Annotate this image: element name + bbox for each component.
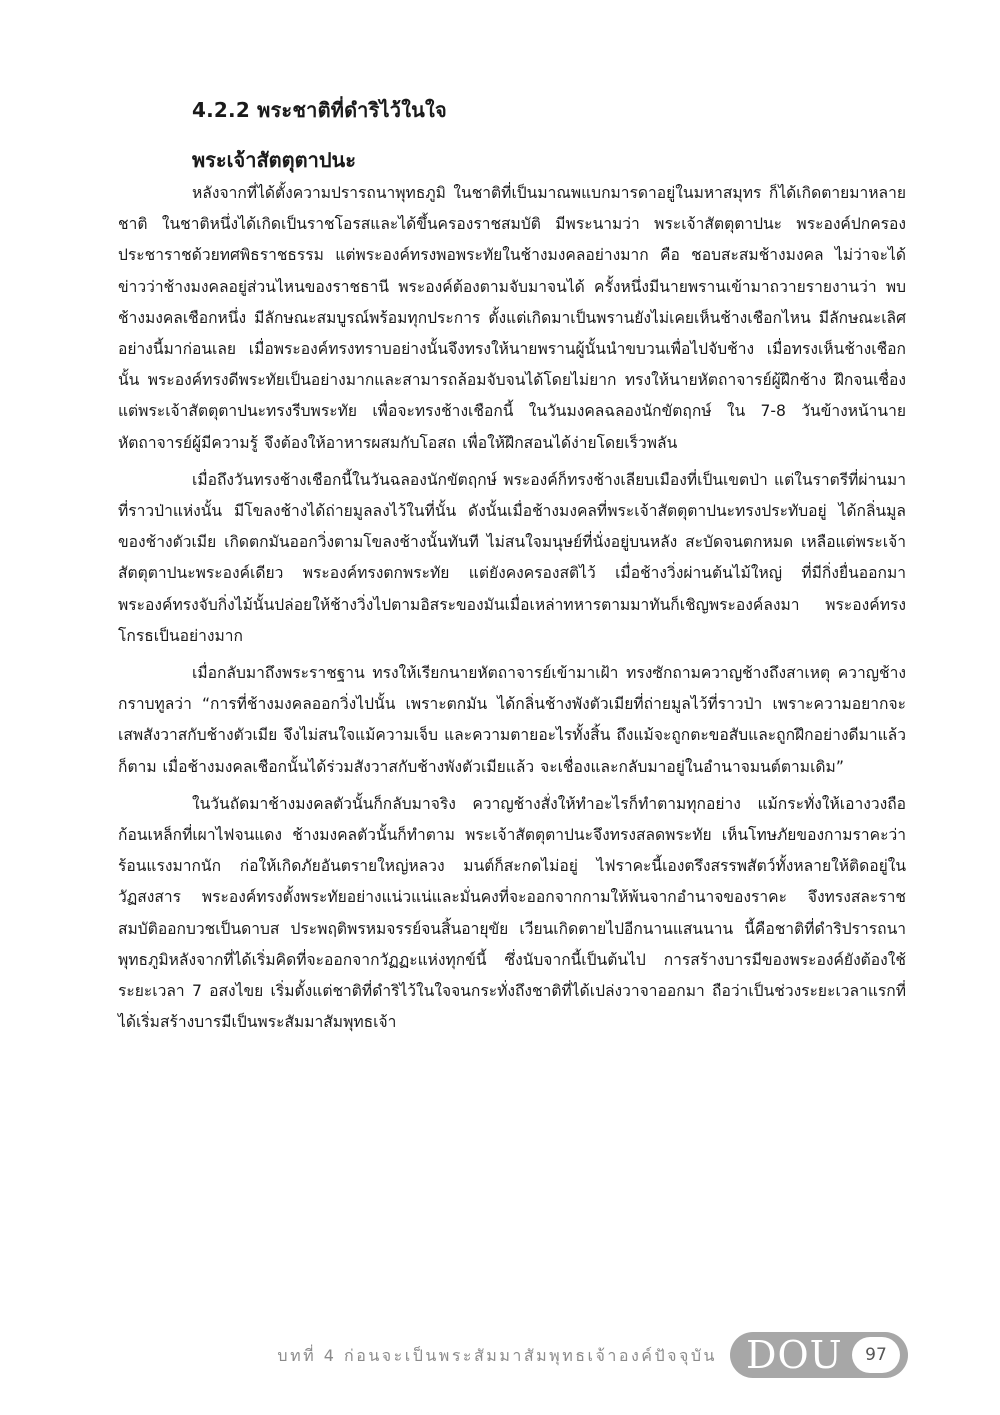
paragraph-2: เมื่อถึงวันทรงช้างเชือกนี้ในวันฉลองนักขัตฤกษ์ พระองค์ก็ทรงช้างเลียบเมืองที่เป็นเขตป่า แต่ในราตรีที่ผ่านมาที่ราวป่าแห่งนั้น มีโขลงช้างได้ถ่ายมูลลงไว้ในที่นั้น ดังนั้นเมื่อช้างมงคลที่พระเจ้าสัตตุตาปนะทรงประทับอยู่ ได้กลิ่นมูลของช้างตัวเมีย เกิดตกมันออกวิ่งตามโขลงช้างนั้นทันที ไม่สนใจมนุษย์ที่นั่งอยู่บนหลัง สะบัดจนตกหมด เหลือแต่พระเจ้าสัตตุตาปนะพระองค์เดียว พระองค์ทรงตกพระทัย แต่ยังคงครองสติไว้ เมื่อช้างวิ่งผ่านต้นไม้ใหญ่ ที่มีกิ่งยื่นออกมา พระองค์ทรงจับกิ่งไม้นั้นปล่อยให้ช้างวิ่งไปตามอิสระของมันเมื่อเหล่าทหารตามมาทันก็เชิญพระองค์ลงมา พระองค์ทรงโกรธเป็นอย่างมาก <box>118 470 906 645</box>
page-number: 97 <box>865 1345 887 1365</box>
page-footer <box>0 1330 1000 1380</box>
page-number-badge <box>852 1337 900 1373</box>
paragraph-4: ในวันถัดมาช้างมงคลตัวนั้นก็กลับมาจริง ควาญช้างสั่งให้ทำอะไรก็ทำตามทุกอย่าง แม้กระทั่งให้เอางวงถือก้อนเหล็กที่เผาไฟจนแดง ช้างมงคลตัวนั้นก็ทำตาม พระเจ้าสัตตุตาปนะจึงทรงสลดพระทัย เห็นโทษภัยของกามราคะว่าร้อนแรงมากนัก ก่อให้เกิดภัยอันตรายใหญ่หลวง มนต์ก็สะกดไม่อยู่ ไฟราคะนี้เองตรึงสรรพสัตว์ทั้งหลายให้ติดอยู่ในวัฏสงสาร พระองค์ทรงตั้งพระทัยอย่างแน่วแน่และมั่นคงที่จะออกจากกามให้พ้นจากอำนาจของราคะ จึงทรงสละราชสมบัติออกบวชเป็นดาบส ประพฤติพรหมจรรย์จนสิ้นอายุขัย เวียนเกิดตายไปอีกนานแสนนาน นี้คือชาติที่ดำริปรารถนาพุทธภูมิหลังจากที่ได้เริ่มคิดที่จะออกจากวัฏฏะแห่งทุกข์นี้ ซึ่งนับจากนี้เป็นต้นไป การสร้างบารมีของพระองค์ยังต้องใช้ระยะเวลา 7 อสงไขย เริ่มตั้งแต่ชาติที่ดำริไว้ในใจจนกระทั่งถึงชาติที่ได้เปล่งวาจาออกมา ถือว่าเป็นช่วงระยะเวลาแรกที่ได้เริ่มสร้างบารมีเป็นพระสัมมาสัมพุทธเจ้า <box>118 794 906 1032</box>
section-heading: 4.2.2 พระชาติที่ดำริไว้ในใจ <box>192 98 447 122</box>
body-text <box>118 178 906 1044</box>
subsection-heading: พระเจ้าสัตตุตาปนะ <box>192 148 356 172</box>
paragraph-1: หลังจากที่ได้ตั้งความปรารถนาพุทธภูมิ ในชาติที่เป็นมาณพแบกมารดาอยู่ในมหาสมุทร ก็ได้เกิดตายมาหลายชาติ ในชาติหนึ่งได้เกิดเป็นราชโอรสและได้ขึ้นครองราชสมบัติ มีพระนามว่า พระเจ้าสัตตุตาปนะ พระองค์ปกครองประชาราชด้วยทศพิธราชธรรม แต่พระองค์ทรงพอพระทัยในช้างมงคลอย่างมาก คือ ชอบสะสมช้างมงคล ไม่ว่าจะได้ข่าวว่าช้างมงคลอยู่ส่วนไหนของราชธานี พระองค์ต้องตามจับมาจนได้ ครั้งหนึ่งมีนายพรานเข้ามาถวายรายงานว่า พบช้างมงคลเชือกหนึ่ง มีลักษณะสมบูรณ์พร้อมทุกประการ ตั้งแต่เกิดมาเป็นพรานยังไม่เคยเห็นช้างเชือกไหน มีลักษณะเลิศอย่างนี้มาก่อนเลย เมื่อพระองค์ทรงทราบอย่างนั้นจึงทรงให้นายพรานผู้นั้นนำขบวนเพื่อไปจับช้าง เมื่อทรงเห็นช้างเชือกนั้น พระองค์ทรงดีพระทัยเป็นอย่างมากและสามารถล้อมจับจนได้โดยไม่ยาก ทรงให้นายหัตถาจารย์ผู้ฝึกช้าง ฝึกจนเชื่อง แต่พระเจ้าสัตตุตาปนะทรงรีบพระทัย เพื่อจะทรงช้างเชือกนี้ ในวันมงคลฉลองนักขัตฤกษ์ ใน 7-8 วันข้างหน้านายหัตถาจารย์ผู้มีความรู้ จึงต้องให้อาหารผสมกับโอสถ เพื่อให้ฝึกสอนได้ง่ายโดยเร็วพลัน <box>118 184 906 452</box>
dou-logo: DOU <box>746 1333 843 1377</box>
paragraph-3: เมื่อกลับมาถึงพระราชฐาน ทรงให้เรียกนายหัตถาจารย์เข้ามาเฝ้า ทรงซักถามควาญช้างถึงสาเหตุ ควาญช้างกราบทูลว่า “การที่ช้างมงคลออกวิ่งไปนั้น เพราะตกมัน ได้กลิ่นช้างพังตัวเมียที่ถ่ายมูลไว้ที่ราวป่า เพราะความอยากจะเสพสังวาสกับช้างตัวเมีย จึงไม่สนใจแม้ความเจ็บ และความตายอะไรทั้งสิ้น ถึงแม้จะถูกตะขอสับและถูกฝึกอย่างดีมาแล้วก็ตาม เมื่อช้างมงคลเชือกนั้นได้ร่วมสังวาสกับช้างพังตัวเมียแล้ว จะเชื่องและกลับมาอยู่ในอำนาจมนต์ตามเดิม” <box>118 664 906 776</box>
footer-badge <box>730 1332 908 1378</box>
footer-chapter-title: บทที่ 4 ก่อนจะเป็นพระสัมมาสัมพุทธเจ้าองค์ปัจจุบัน <box>277 1346 717 1365</box>
